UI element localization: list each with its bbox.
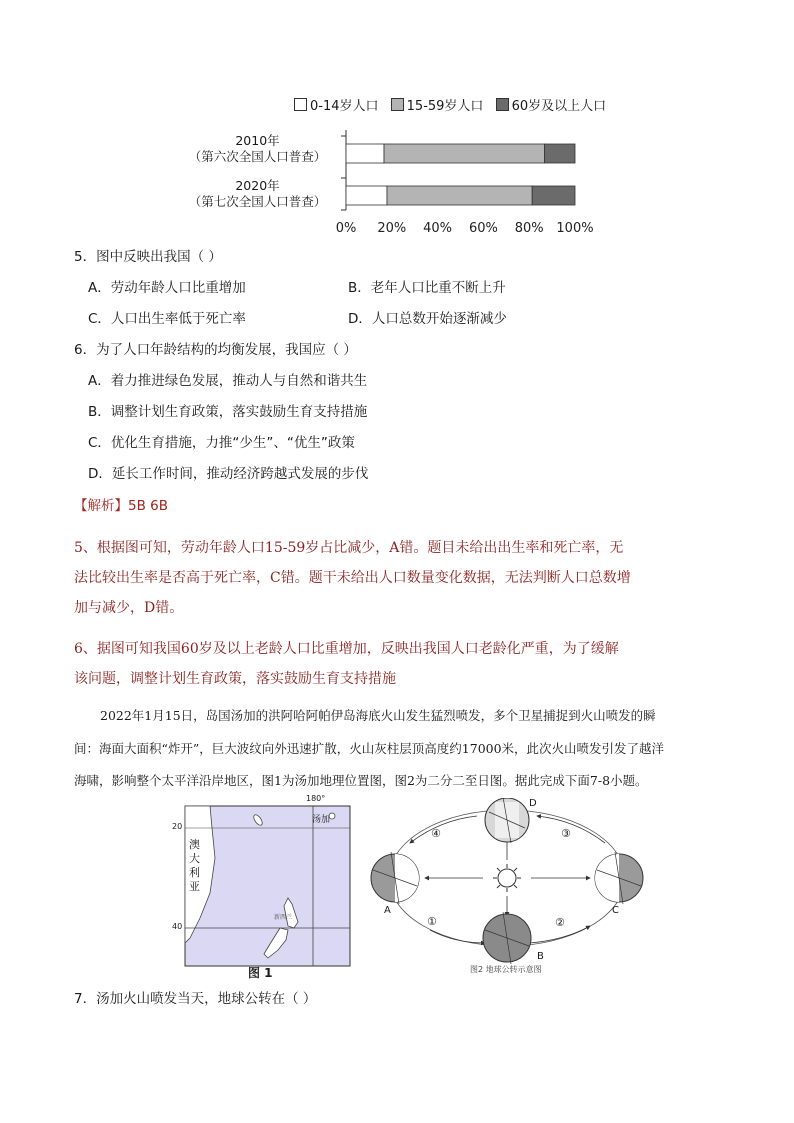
explanation5-line2: 法比较出生率是否高于死亡率，C错。题干未给出人口数量变化数据，无法判断人口总数增: [74, 570, 631, 586]
sun-icon: [493, 864, 521, 892]
legend-swatch: [391, 98, 404, 111]
passage-line1: 2022年1月15日，岛国汤加的洪阿哈阿帕伊岛海底火山发生猛烈喷发，多个卫星捕捉到火山喷发的瞬: [100, 708, 656, 723]
x-tick-label: 100%: [556, 221, 594, 236]
legend-swatch: [294, 98, 307, 111]
passage-line2: 间：海面大面积“炸开”，巨大波纹向外迅速扩散，火山灰柱层顶高度约17000米，此次火山喷发引发了越洋: [74, 741, 665, 756]
figure-2: [365, 798, 650, 983]
category-note: （第六次全国人口普查）: [188, 149, 327, 164]
legend-swatch: [496, 98, 509, 111]
legend-item-60plus: [496, 99, 607, 114]
x-tick-label: 80%: [514, 221, 544, 236]
q6-stem: 6．为了人口年龄结构的均衡发展，我国应（ ）: [74, 342, 357, 358]
pos-label-d: D: [529, 798, 537, 809]
x-tick-label: 40%: [423, 221, 453, 236]
q5-option-c: C．人口出生率低于死亡率: [88, 311, 246, 327]
bar-segment-2010年-0-14岁人口: [346, 144, 384, 163]
earth-revolution-diagram: [365, 798, 650, 983]
tonga-label: 汤加: [312, 815, 331, 825]
q5-option-d: D．人口总数开始逐渐减少: [348, 311, 507, 327]
q5-stem: 5．图中反映出我国（ ）: [74, 249, 222, 265]
earth-a: [371, 852, 419, 904]
arrow-label-4: ④: [431, 827, 441, 840]
x-tick-label: 60%: [468, 221, 498, 236]
pos-label-c: C: [612, 905, 619, 916]
explanation6-line1: 6、据图可知我国60岁及以上老龄人口比重增加，反映出我国人口老龄化严重，为了缓解: [74, 641, 619, 657]
x-tick-label: 0%: [335, 221, 357, 236]
q5-option-a: A．劳动年龄人口比重增加: [88, 280, 246, 296]
arrow-4: [410, 816, 477, 843]
figure-1-caption: 图 1: [248, 966, 273, 980]
lat-label-20: 20: [172, 822, 183, 831]
category-label-2020: [180, 178, 335, 210]
category-year: 2010年: [235, 133, 280, 148]
bar-segment-2020年-15-59岁人口: [387, 186, 532, 205]
explanation5-line1: 5、根据图可知，劳动年龄人口15-59岁占比减少，A错。题目未给出出生率和死亡率，无: [74, 540, 624, 556]
pos-label-a: A: [384, 905, 391, 916]
earth-d: [485, 798, 529, 843]
category-year: 2020年: [235, 178, 280, 193]
q6-option-d: D．延长工作时间，推动经济跨越式发展的步伐: [88, 466, 369, 482]
lat-label-40: 40: [172, 922, 183, 931]
legend-item-0-14: [294, 99, 379, 114]
arrow-1: [430, 930, 485, 943]
pos-label-b: B: [537, 951, 544, 962]
arrow-label-1: ①: [427, 915, 437, 928]
answer-line: [74, 497, 168, 515]
q6-option-a: A．着力推进绿色发展，推动人与自然和谐共生: [88, 373, 368, 389]
x-tick-label: 20%: [377, 221, 407, 236]
category-note: （第七次全国人口普查）: [188, 194, 327, 209]
legend-item-15-59: [391, 99, 484, 114]
population-bar-chart: [330, 128, 610, 238]
answer-text: 5B 6B: [128, 498, 168, 514]
lon-label: 180°: [306, 794, 326, 803]
earth-c: [595, 852, 643, 904]
bar-segment-2010年-60岁及以上人口: [545, 144, 575, 163]
explanation5-line3: 加与减少，D错。: [74, 600, 184, 616]
q7-stem: 7．汤加火山喷发当天，地球公转在（ ）: [74, 991, 317, 1007]
nz-label: 新西兰: [274, 914, 293, 921]
answer-label: 【解析】: [74, 498, 128, 514]
arrow-3: [537, 816, 605, 843]
legend-label: 15-59岁人口: [406, 99, 484, 114]
bar-segment-2010年-15-59岁人口: [384, 144, 545, 163]
figure-2-caption: 图2 地球公转示意图: [470, 965, 542, 974]
figure-1: [160, 794, 360, 983]
bar-segment-2020年-0-14岁人口: [346, 186, 387, 205]
q6-option-b: B．调整计划生育政策，落实鼓励生育支持措施: [88, 404, 368, 420]
earth-b: [483, 912, 531, 964]
bar-segment-2020年-60岁及以上人口: [532, 186, 575, 205]
q6-option-c: C．优化生育措施，力推“少生”、“优生”政策: [88, 435, 355, 451]
legend-label: 0-14岁人口: [310, 99, 379, 114]
arrow-label-2: ②: [555, 916, 565, 929]
q5-option-b: B．老年人口比重不断上升: [348, 280, 506, 296]
category-label-2010: [180, 133, 335, 165]
australia-label: 澳大利亚: [189, 838, 200, 893]
arrow-label-3: ③: [561, 827, 571, 840]
explanation6-line2: 该问题，调整计划生育政策，落实鼓励生育支持措施: [74, 671, 396, 687]
legend: [294, 95, 606, 114]
legend-label: 60岁及以上人口: [511, 99, 607, 114]
passage-line3: 海啸，影响整个太平洋沿岸地区，图1为汤加地理位置图，图2为二分二至日图。据此完成下面7-8小题。: [74, 773, 648, 788]
